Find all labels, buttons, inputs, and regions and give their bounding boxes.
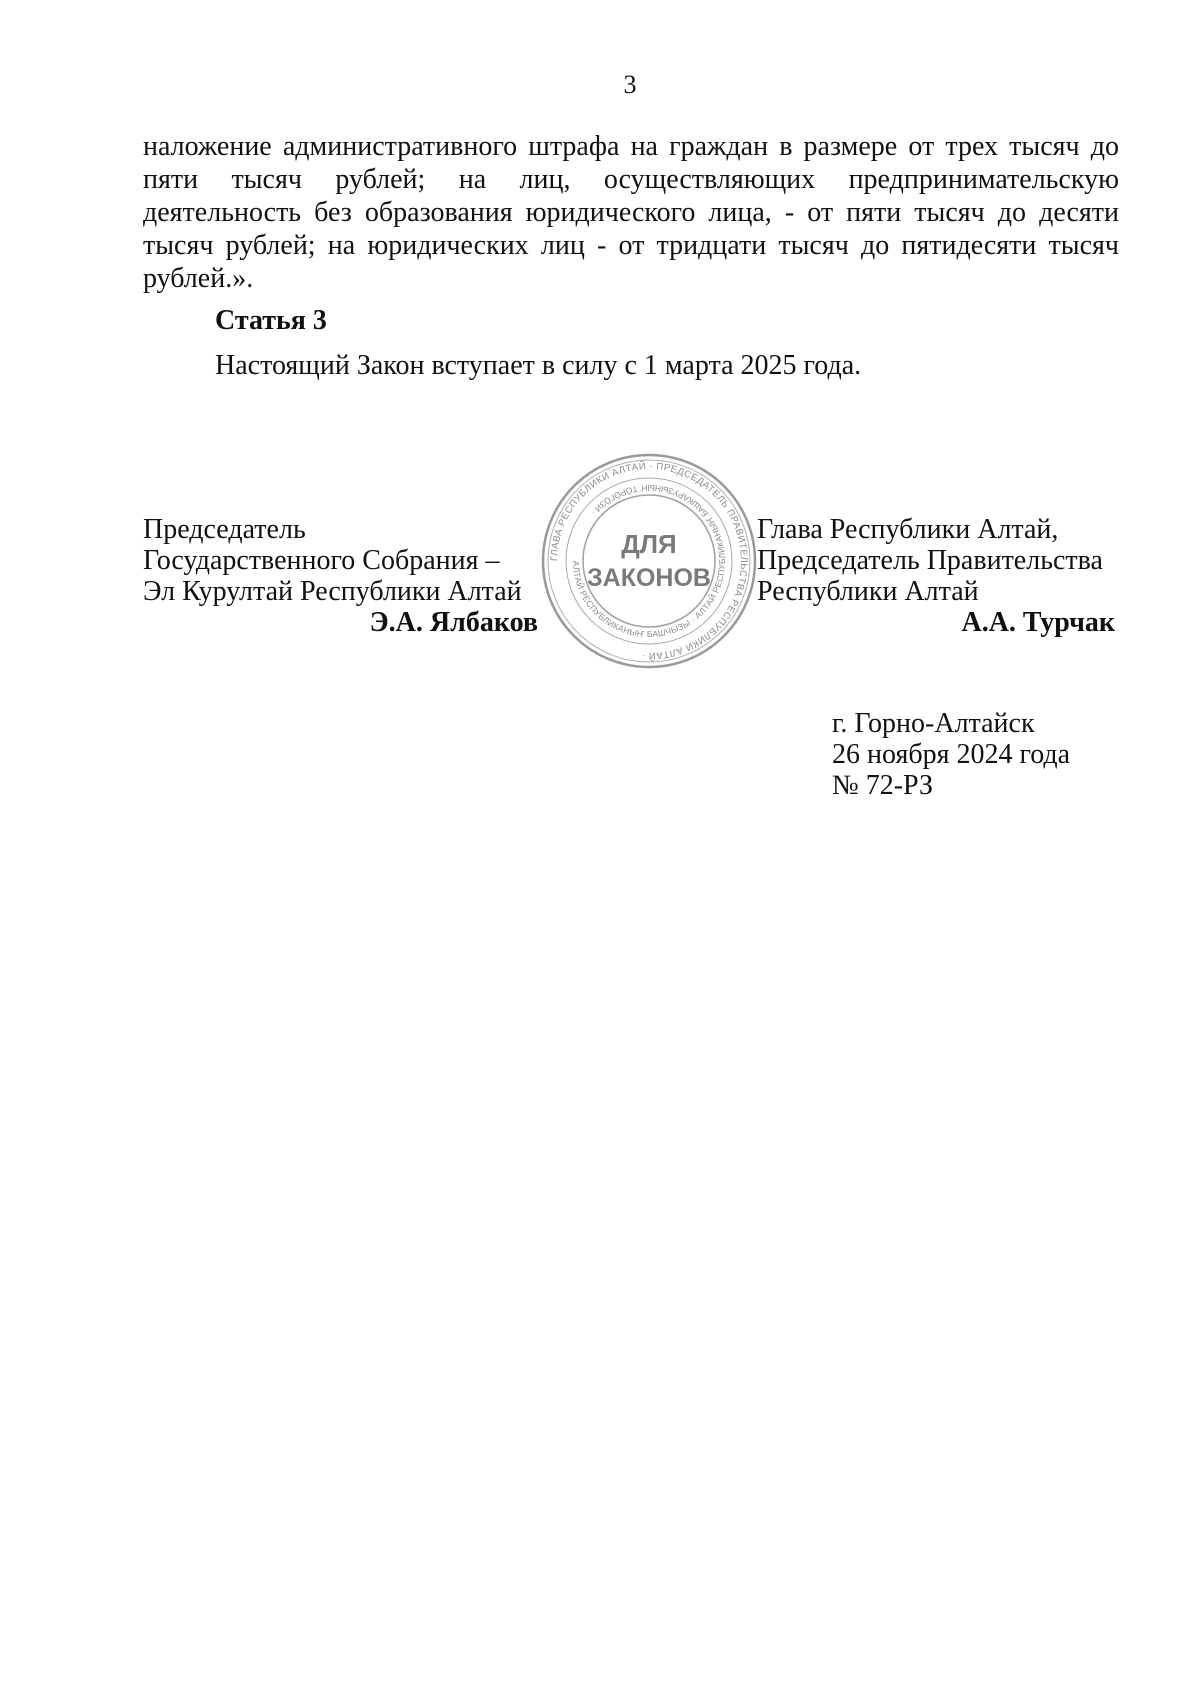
signature-block-chairman xyxy=(143,514,538,638)
signature-title-line: Председатель xyxy=(143,514,306,545)
signature-block-head xyxy=(757,514,1115,638)
date-of-signing: 26 ноября 2024 года xyxy=(832,739,1071,770)
law-number: № 72-РЗ xyxy=(832,770,933,801)
signatory-name: А.А. Турчак xyxy=(961,607,1115,638)
seal-inner-ring xyxy=(583,495,715,627)
seal-center-text-bottom: ЗАКОНОВ xyxy=(587,564,711,592)
seal-middle-ring xyxy=(566,478,732,644)
signatory-name: Э.А. Ялбаков xyxy=(369,607,538,638)
page-number: 3 xyxy=(623,70,637,99)
seal-inner-text: АЛТАЙ РЕСПУБЛИКАНЫҤ БАШЧЫЗЫ · АЛТАЙ РЕСПУБЛИКАНЫҤ БАШКАРУЗЫНЫҤ ТӦРӦГӦЗИ · xyxy=(570,482,728,640)
seal-center-text-top: ДЛЯ xyxy=(621,529,677,559)
signature-title-line: Глава Республики Алтай, xyxy=(757,514,1059,545)
place-date-block xyxy=(832,708,1070,801)
signature-title-line: Республики Алтай xyxy=(757,576,979,607)
place-of-signing: г. Горно-Алтайск xyxy=(832,708,1035,739)
article-text: Настоящий Закон вступает в силу с 1 марта 2025 года. xyxy=(215,350,862,381)
body-paragraph: наложение административного штрафа на граждан в размере от трех тысяч до пяти тысяч рублей; на лиц, осуществляющих предпринимательскую деятельность без образования юридического лица, - от пяти тысяч до десяти тысяч рублей; на юридических лиц - от тридцати тысяч до пятидесяти тысяч рублей.». xyxy=(143,131,1119,294)
signature-title-line: Эл Курултай Республики Алтай xyxy=(143,576,522,607)
seal-graphic xyxy=(538,450,760,672)
signature-title-line: Государственного Собрания – xyxy=(143,545,500,576)
signature-title-line: Председатель Правительства xyxy=(757,545,1103,576)
official-seal xyxy=(538,450,760,672)
seal-outer-text: ГЛАВА РЕСПУБЛИКИ АЛТАЙ · ПРЕДСЕДАТЕЛЬ ПРАВИТЕЛЬСТВА РЕСПУБЛИКИ АЛТАЙ · xyxy=(548,460,750,662)
article-heading: Статья 3 xyxy=(215,305,327,336)
